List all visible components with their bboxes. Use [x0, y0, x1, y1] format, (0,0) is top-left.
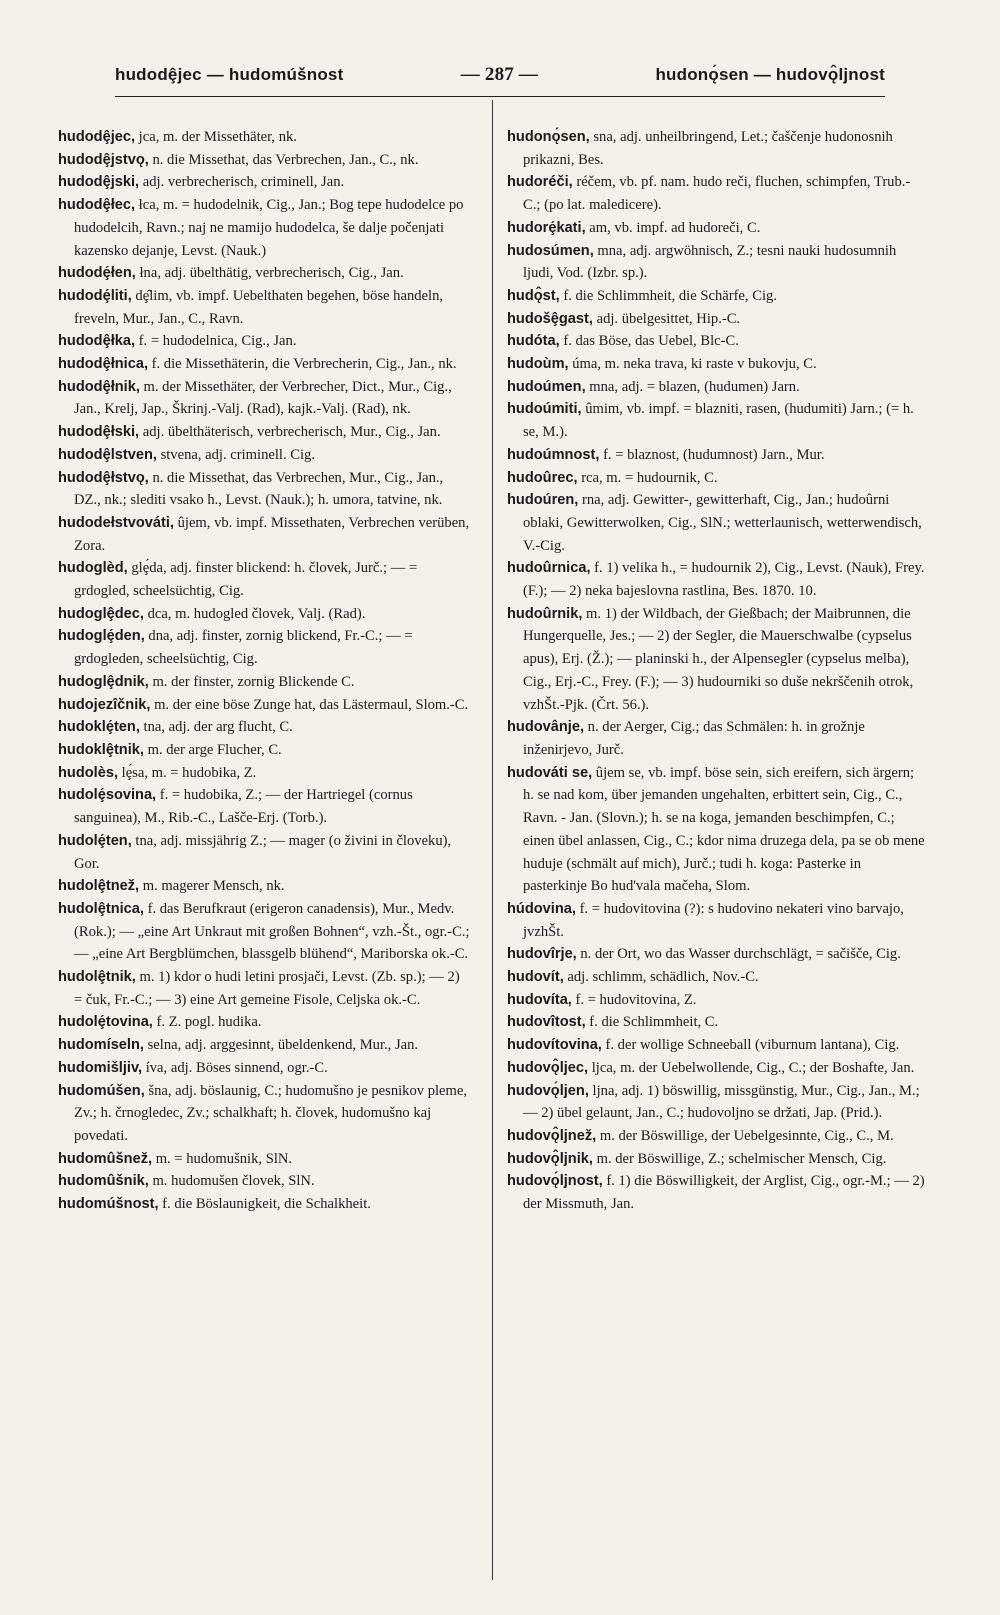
entry-headword: hudoûrec, [507, 469, 578, 486]
entry-definition: n. die Missethat, das Verbrechen, Jan., C., nk. [148, 151, 419, 168]
entry-definition: adj. verbrecherisch, criminell, Jan. [139, 174, 345, 191]
dictionary-entry [507, 1080, 925, 1125]
entry-headword: hudodȩ̂łstvǫ, [58, 469, 149, 486]
entry-definition: am, vb. impf. ad hudoreči, C. [585, 219, 761, 236]
entry-headword: hudoûrnica, [507, 560, 591, 577]
dictionary-entry [507, 240, 925, 285]
entry-headword: hudodȩ̂jstvǫ, [58, 151, 149, 168]
dictionary-entry [507, 1170, 925, 1215]
entry-headword: hudolȩ̂tnica, [58, 900, 144, 917]
entry-headword: hudováti se, [507, 764, 593, 781]
entry-definition: f. die Böslaunigkeit, die Schalkheit. [158, 1196, 371, 1213]
dictionary-entry [507, 1034, 925, 1057]
entry-headword: hudomûšnik, [58, 1173, 149, 1190]
dictionary-entry [58, 512, 470, 557]
dictionary-entry [58, 1034, 470, 1057]
entry-headword: hudodȩ̂łka, [58, 333, 136, 350]
dictionary-entry [58, 149, 470, 172]
dictionary-entry [58, 671, 470, 694]
dictionary-entry [58, 875, 470, 898]
entry-headword: hudolȩ́ten, [58, 832, 132, 849]
entry-headword: hudovǫ̂ljnež, [507, 1127, 597, 1144]
dictionary-entry [58, 716, 470, 739]
entry-definition: dna, adj. finster, zornig blickend, Fr.-C.; — = grdogleden, scheelsüchtig, Cig. [74, 628, 413, 668]
dictionary-entry [58, 830, 470, 875]
dictionary-entry [58, 194, 470, 262]
dictionary-entry [58, 557, 470, 602]
entry-definition: f. 1) velika h., = hudournik 2), Cig., Levst. (Nauk), Frey. (F.); — 2) neka bajeslovna rastlina, Bes. 1870. 10. [523, 560, 925, 600]
dictionary-entry [507, 285, 925, 308]
entry-headword: hudoglȩ́den, [58, 628, 145, 645]
dictionary-entry [507, 966, 925, 989]
entry-definition: m. = hudomušnik, SlN. [152, 1150, 293, 1167]
entry-definition: adj. schlimm, schädlich, Nov.-C. [563, 969, 759, 986]
entry-definition: ljna, adj. 1) böswillig, missgünstig, Mur., Cig., Jan., M.; — 2) übel gelaunt, Jan., C.; hudovoljno se držati, Jap. (Prid.). [523, 1082, 920, 1122]
header-rule [115, 96, 885, 97]
entry-definition: mna, adj. = blazen, (hudumen) Jarn. [585, 378, 800, 395]
entry-definition: f. die Schlimmheit, C. [585, 1014, 719, 1031]
entry-headword: hudolȩ̂tnež, [58, 878, 140, 895]
entry-definition: dȩ̂lim, vb. impf. Uebelthaten begehen, böse handeln, freveln, Mur., Jan., C., Ravn. [74, 287, 444, 327]
dictionary-entry [507, 308, 925, 331]
entry-headword: hudošȩ̂gast, [507, 310, 593, 327]
entry-headword: hudovíta, [507, 991, 572, 1008]
dictionary-entry [507, 171, 925, 216]
entry-definition: ûmim, vb. impf. = blazniti, rasen, (hudumiti) Jarn.; (= h. se, M.). [523, 401, 914, 441]
entry-definition: m. der eine böse Zunge hat, das Lästermaul, Slom.-C. [150, 696, 469, 713]
dictionary-entry [507, 467, 925, 490]
dictionary-entry [507, 489, 925, 557]
dictionary-entry [58, 1170, 470, 1193]
entry-headword: hudonǫ́sen, [507, 129, 590, 145]
dictionary-entry [58, 603, 470, 626]
entry-definition: f. = blaznost, (hudumnost) Jarn., Mur. [599, 446, 825, 463]
left-column [58, 126, 470, 1216]
dictionary-entry [507, 376, 925, 399]
entry-definition: f. = hudodelnica, Cig., Jan. [135, 333, 297, 350]
entry-headword: hudovîrje, [507, 946, 577, 963]
dictionary-entry [58, 966, 470, 1011]
entry-definition: adj. übelthäterisch, verbrecherisch, Mur., Cig., Jan. [139, 424, 441, 441]
entry-headword: hudovǫ̂ljnik, [507, 1150, 593, 1167]
dictionary-entry [507, 444, 925, 467]
entry-definition: n. der Aerger, Cig.; das Schmälen: h. in grožnje inženirjevo, Jurč. [523, 719, 865, 758]
entry-headword: hudodȩ̂lstven, [58, 446, 157, 463]
dictionary-entry [507, 557, 925, 602]
dictionary-entry [58, 784, 470, 829]
entry-headword: hudolȩ̂tnik, [58, 969, 136, 986]
dictionary-entry [58, 421, 470, 444]
dictionary-entry [58, 467, 470, 512]
entry-definition: lȩ́sa, m. = hudobika, Z. [118, 764, 257, 781]
entry-headword: hudóta, [507, 333, 560, 350]
entry-headword: hudodȩ̂łnica, [58, 356, 148, 373]
entry-headword: hudodȩ̂jski, [58, 174, 140, 191]
entry-headword: hudolès, [58, 764, 118, 781]
entry-definition: rna, adj. Gewitter-, gewitterhaft, Cig., Jan.; hudoûrni oblaki, Gewitterwolken, Cig., SlN.; wetterlaunisch, wetterwendisch, V.-Cig. [523, 492, 922, 554]
header-left: hudodȩ̂jec — hudomúšnost [115, 65, 344, 84]
dictionary-entry [58, 1057, 470, 1080]
entry-headword: hudovîtost, [507, 1014, 586, 1031]
entry-definition: úma, m. neka trava, ki raste v bukovju, C. [568, 356, 817, 373]
dictionary-entry [507, 762, 925, 898]
entry-headword: hudodȩ́liti, [58, 287, 132, 304]
dictionary-entry [58, 353, 470, 376]
dictionary-entry [58, 898, 470, 966]
entry-definition: f. die Schlimmheit, die Schärfe, Cig. [559, 287, 777, 304]
entry-definition: glȩ́da, adj. finster blickend: h. človek, Jurč.; — = grdogled, scheelsüchtig, Cig. [74, 560, 418, 600]
entry-definition: ûjem se, vb. impf. böse sein, sich ereifern, sich ärgern; h. se nad kom, über jemanden ungehalten, erbittert sein, Cig., C., Ravn. - Jan. (Slovn.); h. se na koga, jemanden beschimpfen, C.; einen übel anlassen, Cig., C.; kdor nima druzega dela, pa se ob mene huduje (schmält auf mich), Jurč.; tudi h. koga: Pasterke in pasterkinje Bo hud'vala mačeha, Slom. [523, 764, 925, 895]
entry-headword: hudovǫ̂ljec, [507, 1059, 589, 1076]
entry-definition: f. 1) die Böswilligkeit, der Arglist, Cig., ogr.-M.; — 2) der Missmuth, Jan. [523, 1173, 925, 1213]
entry-definition: m. der finster, zornig Blickende C. [148, 673, 355, 690]
entry-headword: hudoklȩ́ten, [58, 719, 140, 736]
header-right: hudonǫ́sen — hudovǫ̂ljnost [655, 65, 885, 84]
right-column [507, 126, 925, 1216]
entry-headword: húdovina, [507, 900, 576, 917]
entry-headword: hudomišljiv, [58, 1059, 143, 1076]
entry-headword: hudǫ̂st, [507, 287, 560, 304]
dictionary-entry [58, 285, 470, 330]
entry-definition: m. der arge Flucher, C. [143, 741, 282, 758]
dictionary-entry [507, 989, 925, 1012]
dictionary-entry [58, 126, 470, 149]
entry-definition: m. 1) kdor o hudi letini prosjači, Levst. (Zb. sp.); — 2) = čuk, Fr.-C.; — 3) eine Art gemeine Fisole, Celjska ok.-C. [74, 969, 460, 1008]
entry-definition: m. der Böswillige, der Uebelgesinnte, Cig., C., M. [596, 1127, 894, 1144]
dictionary-entry [507, 943, 925, 966]
dictionary-entry [507, 1148, 925, 1171]
dictionary-entry [58, 694, 470, 717]
entry-definition: m. der Böswillige, Z.; schelmischer Mensch, Cig. [592, 1150, 887, 1167]
entry-headword: hudojezîčnik, [58, 696, 151, 713]
dictionary-entry [507, 126, 925, 171]
dictionary-entry [58, 444, 470, 467]
entry-headword: hudovǫ́ljen, [507, 1082, 589, 1099]
dictionary-entry [507, 1057, 925, 1080]
entry-definition: f. Z. pogl. hudika. [152, 1014, 262, 1031]
dictionary-entry [58, 1080, 470, 1148]
dictionary-entry [58, 171, 470, 194]
entry-headword: hudodȩ̂łski, [58, 424, 140, 441]
entry-headword: hudodełstvováti, [58, 514, 174, 531]
entry-headword: hudolȩ́tovina, [58, 1014, 153, 1031]
entry-headword: hudodȩ́łen, [58, 265, 136, 282]
dictionary-entry [58, 762, 470, 785]
dictionary-entry [507, 898, 925, 943]
dictionary-entry [507, 398, 925, 443]
entry-definition: f. das Berufkraut (erigeron canadensis), Mur., Medv. (Rok.); — „eine Art Unkraut mit großen Bohnen“, vzh.-Št., ogr.-C.; — „eine Art Bergblümchen, blassgelb blühend“, Mariborska ok.-C. [74, 900, 470, 963]
dictionary-entry [58, 1193, 470, 1216]
entry-definition: réčem, vb. pf. nam. hudo reči, fluchen, schimpfen, Trub.-C.; (po lat. maledicere). [523, 174, 911, 214]
entry-definition: stvena, adj. criminell. Cig. [156, 446, 315, 463]
entry-headword: hudorȩ́kati, [507, 219, 586, 236]
dictionary-entry [507, 1125, 925, 1148]
entry-headword: hudomúšnost, [58, 1196, 159, 1213]
entry-definition: f. = hudovitovina, Z. [571, 991, 697, 1008]
entry-definition: selna, adj. arggesinnt, übeldenkend, Mur., Jan. [143, 1037, 419, 1054]
dictionary-entry [58, 262, 470, 285]
entry-definition: m. hudomušen človek, SlN. [148, 1173, 315, 1190]
dictionary-entry [507, 716, 925, 761]
entry-definition: adj. übelgesittet, Hip.-C. [592, 310, 741, 327]
entry-headword: hudoúmiti, [507, 401, 582, 418]
entry-headword: hudoglȩ̂dec, [58, 605, 144, 622]
entry-headword: hudosúmen, [507, 242, 594, 259]
entry-definition: rca, m. = hudournik, C. [577, 469, 718, 486]
entry-definition: ûjem, vb. impf. Missethaten, Verbrechen verüben, Zora. [74, 514, 470, 554]
entry-headword: hudovít, [507, 969, 564, 986]
entry-definition: dca, m. hudogled človek, Valj. (Rad). [143, 605, 366, 622]
entry-headword: hudoglȩ̂dnik, [58, 673, 149, 690]
entry-definition: sna, adj. unheilbringend, Let.; čaščenje hudonosnih prikazni, Bes. [523, 129, 893, 168]
entry-definition: n. der Ort, wo das Wasser durchschlägt, = sačišče, Cig. [576, 946, 901, 963]
entry-headword: hudoklȩ̂tnik, [58, 741, 144, 758]
entry-definition: f. = hudobika, Z.; — der Hartriegel (cornus sanguinea), M., Rib.-C., Lašče-Erj. (Torb.). [74, 787, 413, 827]
entry-headword: hudovǫ́ljnost, [507, 1173, 603, 1190]
entry-definition: m. 1) der Wildbach, der Gießbach; der Maibrunnen, die Hungerquelle, Jes.; — 2) der Segler, die Mauerschwalbe (cypselus apus), Erj. (Ž.); — planinski h., der Alpensegler (cypselus melba), Cig., Erj.-C., Frey. (F.); — 3) hudourniki so duše nekrščenih otrok, vzhŠt.-Pjk. (Črt. 56.). [523, 605, 914, 713]
entry-definition: f. die Missethäterin, die Verbrecherin, Cig., Jan., nk. [148, 356, 457, 373]
dictionary-entry [507, 217, 925, 240]
entry-definition: mna, adj. argwöhnisch, Z.; tesni nauki hudosumnih ljudi, Vod. (Izbr. sp.). [523, 242, 897, 282]
entry-headword: hudovítovina, [507, 1037, 602, 1054]
entry-headword: hudoúmen, [507, 378, 586, 395]
dictionary-entry [58, 376, 470, 421]
entry-definition: m. magerer Mensch, nk. [139, 878, 285, 895]
entry-definition: łna, adj. übelthätig, verbrecherisch, Cig., Jan. [135, 265, 404, 282]
entry-headword: hudoúren, [507, 492, 579, 509]
dictionary-entry [58, 1011, 470, 1034]
entry-headword: hudomíseln, [58, 1037, 144, 1054]
entry-headword: hudodȩ̂łec, [58, 197, 136, 214]
entry-headword: hudodȩ̂łnik, [58, 378, 140, 395]
entry-headword: hudoûrnik, [507, 605, 583, 622]
dictionary-entry [507, 1011, 925, 1034]
page-number: — 287 — [460, 64, 539, 85]
entry-definition: łca, m. = hudodelnik, Cig., Jan.; Bog tepe hudodelce po hudodelcih, Ravn.; naj ne mamijo hudodelca, še dalje počenjati kazensko dejanje, Levst. (Nauk.) [74, 197, 464, 259]
entry-headword: hudomûšnež, [58, 1150, 153, 1167]
entry-definition: f. das Böse, das Uebel, Blc-C. [559, 333, 739, 350]
dictionary-entry [507, 603, 925, 717]
entry-definition: tna, adj. der arg flucht, C. [139, 719, 293, 736]
entry-definition: jca, m. der Missethäter, nk. [135, 129, 297, 145]
dictionary-entry [58, 1148, 470, 1171]
entry-headword: hudovânje, [507, 719, 585, 736]
entry-definition: šna, adj. böslaunig, C.; hudomušno je pesnikov pleme, Zv.; h. črnogledec, Zv.; schalkhaft; h. človek, hudomušno kaj povedati. [74, 1082, 468, 1144]
entry-headword: hudoglèd, [58, 560, 128, 577]
entry-definition: f. = hudovitovina (?): s hudovino nekateri vino barvajo, jvzhŠt. [523, 900, 904, 940]
entry-headword: hudolȩ́sovina, [58, 787, 157, 804]
entry-definition: ljca, m. der Uebelwollende, Cig., C.; der Boshafte, Jan. [588, 1059, 915, 1076]
dictionary-entry [58, 739, 470, 762]
entry-definition: tna, adj. missjährig Z.; — mager (o živini in človeku), Gor. [74, 832, 452, 872]
entry-definition: n. die Missethat, das Verbrechen, Mur., Cig., Jan., DZ., nk.; slediti vsako h., Levst. (Nauk.); h. umora, tatvine, nk. [74, 469, 444, 509]
dictionary-entry [507, 353, 925, 376]
entry-headword: hudomúšen, [58, 1082, 145, 1099]
entry-headword: hudodȩ̂jec, [58, 129, 136, 145]
entry-definition: m. der Missethäter, der Verbrecher, Dict., Mur., Cig., Jan., Krelj, Jap., Škrinj.-Valj. (Rad), kajk.-Valj. (Rad), nk. [74, 378, 452, 418]
dictionary-entry [58, 625, 470, 670]
dictionary-entry [507, 330, 925, 353]
entry-headword: hudoùm, [507, 356, 569, 373]
entry-definition: f. der wollige Schneeball (viburnum lantana), Cig. [601, 1037, 900, 1054]
entry-headword: hudoréči, [507, 174, 573, 191]
dictionary-entry [58, 330, 470, 353]
running-header [115, 64, 885, 90]
entry-headword: hudoúmnost, [507, 446, 600, 463]
column-divider [492, 100, 493, 1580]
entry-definition: íva, adj. Böses sinnend, ogr.-C. [142, 1059, 328, 1076]
